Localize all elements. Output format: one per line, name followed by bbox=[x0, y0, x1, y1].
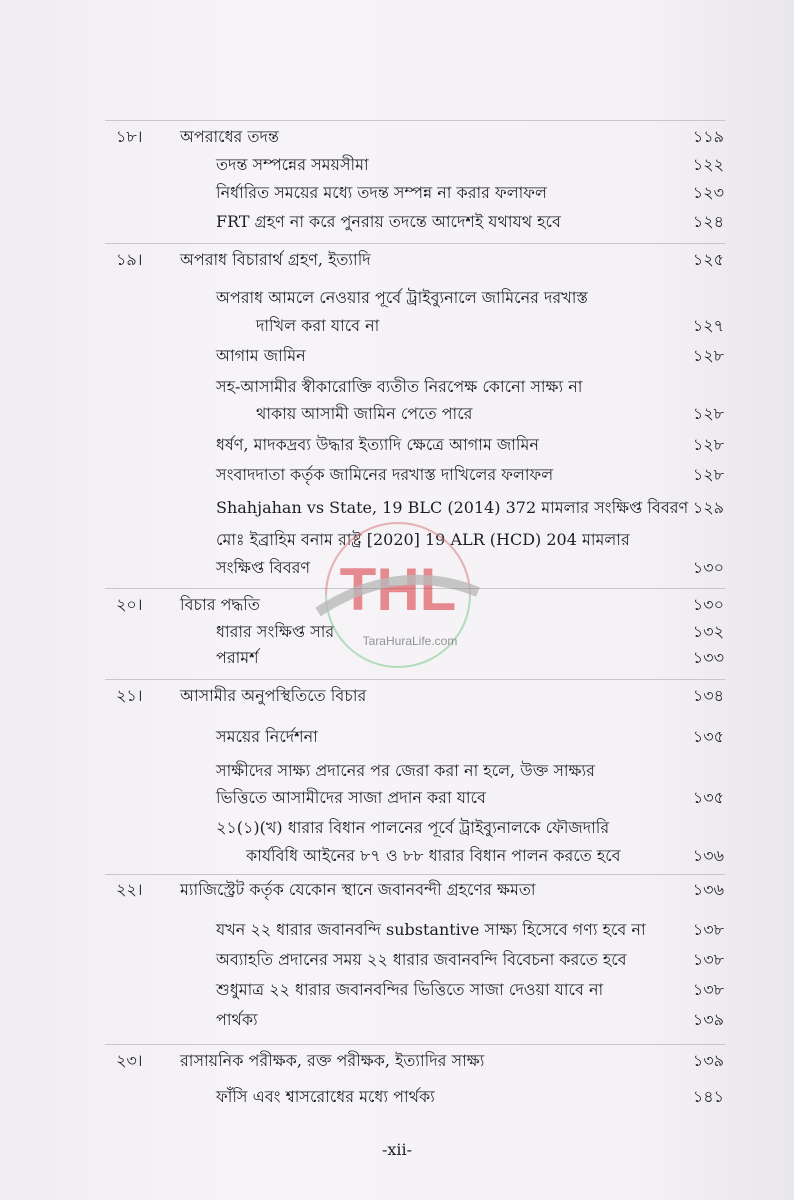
page-ref: ১২৭ bbox=[692, 316, 724, 335]
toc-subentry-continued: সংক্ষিপ্ত বিবরণ bbox=[216, 558, 311, 577]
page-ref: ১৩৯ bbox=[692, 1051, 724, 1070]
logo-site-text: TaraHuraLife.com bbox=[362, 634, 458, 648]
toc-heading: আসামীর অনুপস্থিতিতে বিচার bbox=[180, 686, 367, 705]
toc-subentry: ধর্ষণ, মাদকদ্রব্য উদ্ধার ইত্যাদি ক্ষেত্রে আগাম জামিন bbox=[216, 435, 539, 454]
page-ref: ১২৩ bbox=[692, 183, 724, 202]
page-number: -xii- bbox=[381, 1140, 413, 1159]
page-ref: ১৩০ bbox=[692, 558, 724, 577]
toc-subentry: সাক্ষীদের সাক্ষ্য প্রদানের পর জেরা করা না হলে, উক্ত সাক্ষ্যর bbox=[216, 761, 595, 780]
divider bbox=[105, 679, 725, 680]
page-ref: ১২৫ bbox=[692, 250, 724, 269]
toc-subentry: FRT গ্রহণ না করে পুনরায় তদন্তে আদেশই যথাযথ হবে bbox=[216, 212, 561, 231]
page-ref: ১৩৪ bbox=[692, 686, 724, 705]
toc-heading: অপরাধের তদন্ত bbox=[180, 127, 279, 146]
toc-heading: রাসায়নিক পরীক্ষক, রক্ত পরীক্ষক, ইত্যাদির সাক্ষ্য bbox=[180, 1051, 485, 1070]
toc-subentry: তদন্ত সম্পন্নের সময়সীমা bbox=[216, 155, 369, 174]
page-ref: ১২৮ bbox=[692, 346, 724, 365]
toc-heading: বিচার পদ্ধতি bbox=[180, 595, 260, 614]
toc-subentry: সময়ের নির্দেশনা bbox=[216, 727, 318, 746]
page-ref: ১২৮ bbox=[692, 404, 724, 423]
toc-subentry: Shahjahan vs State, 19 BLC (2014) 372 মামলার সংক্ষিপ্ত বিবরণ bbox=[216, 498, 689, 517]
divider bbox=[105, 1044, 725, 1045]
page-ref: ১৩৬ bbox=[692, 880, 724, 899]
toc-subentry: সংবাদদাতা কর্তৃক জামিনের দরখাস্ত দাখিলের ফলাফল bbox=[216, 465, 554, 484]
toc-heading: অপরাধ বিচারার্থ গ্রহণ, ইত্যাদি bbox=[180, 250, 371, 269]
section-number: ২০। bbox=[116, 595, 143, 614]
toc-subentry: ফাঁসি এবং শ্বাসরোধের মধ্যে পার্থক্য bbox=[216, 1087, 435, 1106]
toc-subentry-continued: ভিত্তিতে আসামীদের সাজা প্রদান করা যাবে bbox=[216, 788, 486, 807]
toc-subentry: আগাম জামিন bbox=[216, 346, 306, 365]
page-ref: ১৩৮ bbox=[692, 920, 724, 939]
section-number: ২১। bbox=[116, 686, 143, 705]
watermark-logo bbox=[298, 520, 498, 670]
toc-subentry-continued: থাকায় আসামী জামিন পেতে পারে bbox=[256, 404, 473, 423]
divider bbox=[105, 120, 725, 121]
page-ref: ১২৮ bbox=[692, 435, 724, 454]
page-ref: ১৩০ bbox=[692, 595, 724, 614]
page-ref: ১৩৮ bbox=[692, 980, 724, 999]
page-ref: ১৩৬ bbox=[692, 846, 724, 865]
page-ref: ১৩৩ bbox=[692, 648, 724, 667]
page-ref: ১২৮ bbox=[692, 465, 724, 484]
page-ref: ১৩৯ bbox=[692, 1010, 724, 1029]
page-ref: ১২৯ bbox=[692, 498, 724, 517]
toc-subentry: অব্যাহতি প্রদানের সময় ২২ ধারার জবানবন্দি বিবেচনা করতে হবে bbox=[216, 950, 627, 969]
toc-heading: ম্যাজিস্ট্রেট কর্তৃক যেকোন স্থানে জবানবন্দী গ্রহণের ক্ষমতা bbox=[180, 880, 536, 899]
page-ref: ১৩৮ bbox=[692, 950, 724, 969]
divider bbox=[105, 874, 725, 875]
logo-text: THL bbox=[339, 556, 457, 623]
section-number: ২২। bbox=[116, 880, 143, 899]
toc-subentry-continued: দাখিল করা যাবে না bbox=[256, 316, 380, 335]
page-ref: ১৪১ bbox=[692, 1087, 724, 1106]
page-ref: ১৩৫ bbox=[692, 788, 724, 807]
page-ref: ১৩৫ bbox=[692, 727, 724, 746]
toc-subentry: শুধুমাত্র ২২ ধারার জবানবন্দির ভিত্তিতে সাজা দেওয়া যাবে না bbox=[216, 980, 604, 999]
section-number: ২৩। bbox=[116, 1051, 143, 1070]
toc-subentry: যখন ২২ ধারার জবানবন্দি substantive সাক্ষ্য হিসেবে গণ্য হবে না bbox=[216, 920, 646, 939]
toc-subentry: মোঃ ইব্রাহিম বনাম রাষ্ট্র [2020] 19 ALR (HCD) 204 মামলার bbox=[216, 530, 630, 549]
section-number: ১৮। bbox=[116, 127, 143, 146]
page-ref: ১২৪ bbox=[692, 212, 724, 231]
toc-subentry-continued: কার্যবিধি আইনের ৮৭ ও ৮৮ ধারার বিধান পালন করতে হবে bbox=[246, 846, 621, 865]
page-ref: ১২২ bbox=[692, 155, 724, 174]
page-ref: ১৩২ bbox=[692, 622, 724, 641]
divider bbox=[105, 243, 725, 244]
page-ref: ১১৯ bbox=[692, 127, 724, 146]
toc-subentry: পরামর্শ bbox=[216, 648, 259, 667]
toc-subentry: সহ-আসামীর স্বীকারোক্তি ব্যতীত নিরপেক্ষ কোনো সাক্ষ্য না bbox=[216, 377, 583, 396]
toc-subentry: পার্থক্য bbox=[216, 1010, 258, 1029]
toc-subentry: নির্ধারিত সময়ের মধ্যে তদন্ত সম্পন্ন না করার ফলাফল bbox=[216, 183, 547, 202]
toc-subentry: অপরাধ আমলে নেওয়ার পূর্বে ট্রাইব্যুনালে জামিনের দরখাস্ত bbox=[216, 288, 588, 307]
section-number: ১৯। bbox=[116, 250, 143, 269]
toc-subentry: ধারার সংক্ষিপ্ত সার bbox=[216, 622, 335, 641]
toc-subentry: ২১(১)(খ) ধারার বিধান পালনের পূর্বে ট্রাইব্যুনালকে ফৌজদারি bbox=[216, 818, 610, 837]
